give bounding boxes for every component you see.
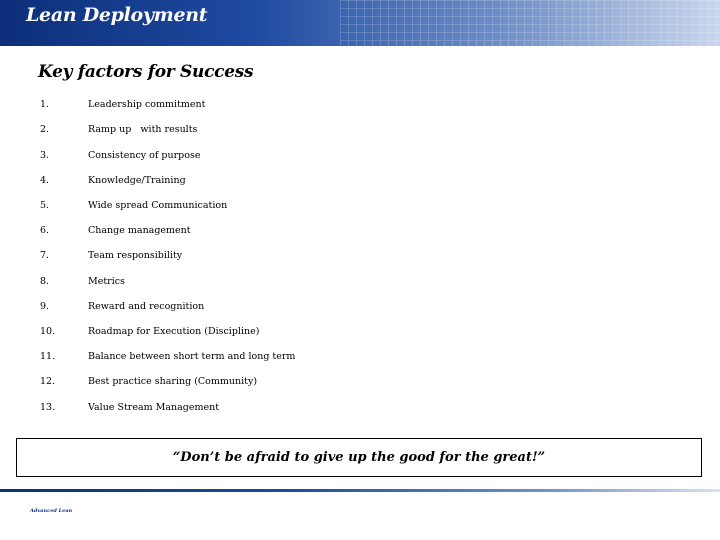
- list-item-number: 3.: [40, 150, 50, 161]
- list-item: [0, 200, 720, 216]
- list-item-number: 5.: [40, 200, 50, 211]
- list-item: [0, 376, 720, 392]
- list-item-text: Roadmap for Execution (Discipline): [88, 326, 260, 337]
- header-grid-pattern: [340, 0, 720, 46]
- list-item-text: Best practice sharing (Community): [88, 376, 258, 387]
- quote-text: “Don’t be afraid to give up the good for the great!”: [172, 450, 546, 465]
- list-item-number: 1.: [40, 99, 50, 110]
- list-item-number: 4.: [40, 175, 50, 186]
- list-item-text: Team responsibility: [88, 250, 183, 261]
- list-item-text: Leadership commitment: [88, 99, 206, 110]
- list-item-number: 9.: [40, 301, 50, 312]
- list-item-text: Metrics: [88, 276, 125, 287]
- list-item-text: Wide spread Communication: [88, 200, 228, 211]
- list-item-text: Knowledge/Training: [88, 175, 186, 186]
- list-item-text: Change management: [88, 225, 191, 236]
- list-item: [0, 402, 720, 418]
- list-item: [0, 175, 720, 191]
- list-item-text: Consistency of purpose: [88, 150, 201, 161]
- list-item: [0, 99, 720, 115]
- slide-title: Lean Deployment: [26, 4, 208, 26]
- list-item: [0, 326, 720, 342]
- list-item: [0, 225, 720, 241]
- list-item-number: 12.: [40, 376, 56, 387]
- footer-label: Advanced Lean: [30, 508, 73, 514]
- list-item: [0, 150, 720, 166]
- section-title: Key factors for Success: [38, 62, 254, 82]
- list-item: [0, 276, 720, 292]
- footer-divider: [0, 489, 720, 492]
- list-item-number: 6.: [40, 225, 50, 236]
- list-item-text: Balance between short term and long term: [88, 351, 296, 362]
- list-item-number: 11.: [40, 351, 56, 362]
- list-item-text: Value Stream Management: [88, 402, 220, 413]
- list-item-number: 8.: [40, 276, 50, 287]
- quote-box: [16, 438, 702, 477]
- list-item: [0, 124, 720, 140]
- list-item: [0, 301, 720, 317]
- list-item-text: Ramp up with results: [88, 124, 198, 135]
- list-item-number: 2.: [40, 124, 50, 135]
- list-item: [0, 351, 720, 367]
- header-bar: [0, 0, 720, 46]
- list-item-number: 7.: [40, 250, 50, 261]
- list-item-text: Reward and recognition: [88, 301, 205, 312]
- list-item-number: 10.: [40, 326, 56, 337]
- list-item: [0, 250, 720, 266]
- list-item-number: 13.: [40, 402, 56, 413]
